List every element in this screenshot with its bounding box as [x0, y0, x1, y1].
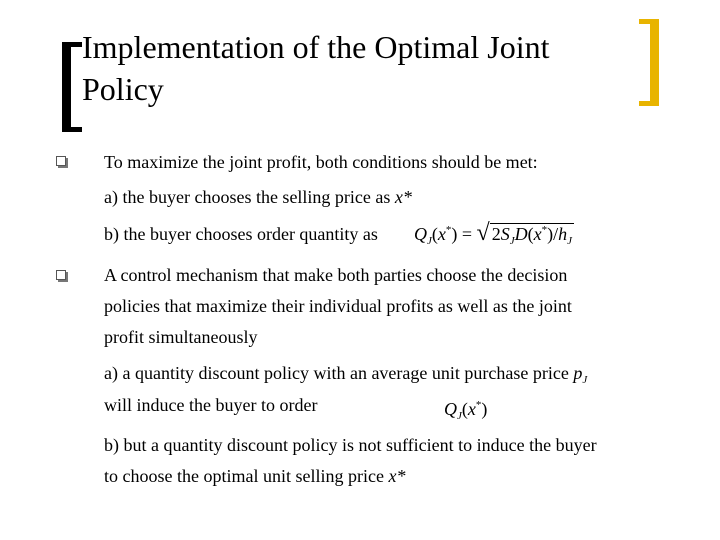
bullet1-text: To maximize the joint profit, both conditions should be met: — [104, 152, 538, 172]
order-quantity-formula — [414, 215, 574, 256]
bullet2-item-a-line1 — [104, 362, 587, 391]
slide-title-line2: Policy — [82, 71, 164, 107]
item-a-var-p-sub: J — [582, 374, 588, 386]
condition-a-var: x* — [394, 187, 412, 207]
title-left-bracket-bottom — [62, 127, 82, 132]
g-x-sup: * — [475, 399, 482, 411]
f-h-sub: J — [567, 235, 573, 247]
g-open: ( — [461, 399, 468, 419]
g-Q-sub: J — [457, 410, 462, 422]
bullet2-item-b-line1: b) but a quantity discount policy is not sufficient to induce the buyer — [104, 435, 597, 455]
bullet2-line1: A control mechanism that make both parties choose the decision — [104, 265, 568, 285]
f-close: ) — [451, 224, 458, 244]
bullet2-item-a-line2: will induce the buyer to order — [104, 395, 318, 415]
f-div: / — [553, 224, 559, 244]
f-D: D — [514, 224, 528, 244]
bullet2-line3: profit simultaneously — [104, 327, 258, 347]
bullet1-condition-b: b) the buyer chooses order quantity as — [104, 224, 378, 244]
condition-a-text: a) the buyer chooses the selling price as — [104, 187, 395, 207]
bullet-square-icon — [56, 270, 66, 280]
title-right-bracket-top — [639, 19, 659, 24]
bullet2-line2: policies that maximize their individual profits as well as the joint — [104, 296, 572, 316]
sqrt-icon: √ — [476, 220, 490, 246]
item-a-text: a) a quantity discount policy with an average unit purchase price — [104, 363, 574, 383]
f-2: 2 — [491, 224, 501, 244]
f-D-x: x — [533, 224, 542, 244]
g-Q: Q — [444, 399, 457, 419]
f-S: S — [500, 224, 510, 244]
f-x: x — [437, 224, 446, 244]
f-Q-sub: J — [427, 235, 432, 247]
bullet1-condition-a — [104, 186, 412, 208]
title-right-bracket — [650, 19, 659, 106]
order-quantity-ref-formula — [444, 392, 487, 429]
slide-title — [82, 26, 642, 110]
f-x-sup: * — [445, 224, 452, 236]
title-left-bracket-top — [62, 42, 82, 47]
item-a-var-p: p — [573, 363, 583, 383]
f-D-close: ) — [547, 224, 554, 244]
g-close: ) — [481, 399, 488, 419]
f-h: h — [558, 224, 568, 244]
bullet2-item-b-line2 — [104, 465, 405, 487]
item-b-text: to choose the optimal unit selling price — [104, 466, 389, 486]
slide-title-line1: Implementation of the Optimal Joint — [82, 29, 550, 65]
f-open: ( — [431, 224, 438, 244]
f-S-sub: J — [509, 235, 515, 247]
item-b-var: x* — [388, 466, 406, 486]
g-x: x — [467, 399, 476, 419]
title-left-bracket — [62, 42, 71, 132]
title-right-bracket-bottom — [639, 101, 659, 106]
f-D-x-sup: * — [541, 224, 548, 236]
f-eq: = — [461, 224, 473, 244]
bullet-square-icon — [56, 156, 66, 166]
f-D-open: ( — [527, 224, 534, 244]
f-Q: Q — [414, 224, 427, 244]
f-radicand — [490, 223, 574, 247]
